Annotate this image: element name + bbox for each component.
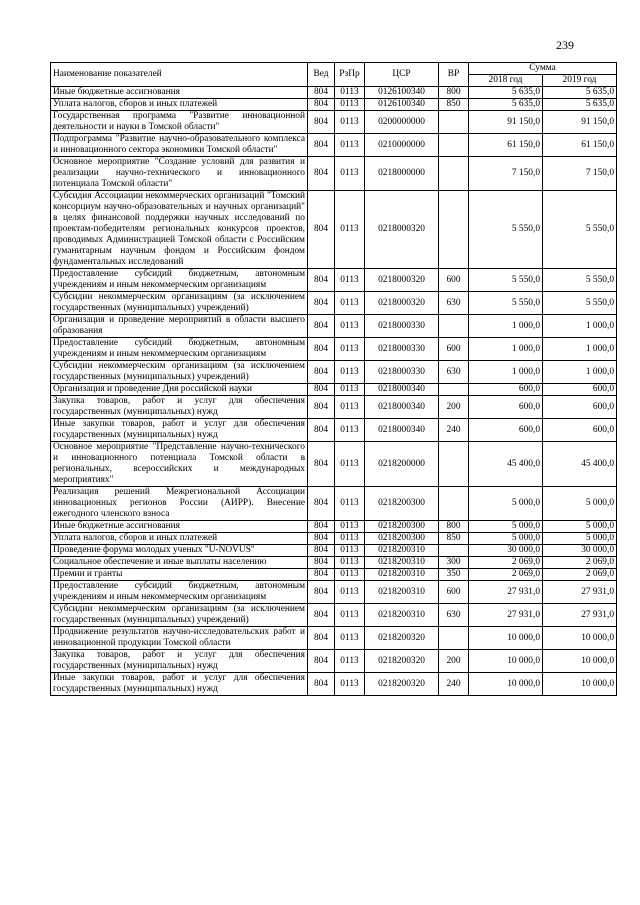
row-vr [439, 111, 469, 134]
row-name: Предоставление субсидий бюджетным, автономным учреждениям и иным некоммерческим организациям [51, 581, 308, 604]
row-sum-2019: 5 635,0 [543, 87, 617, 99]
row-sum-2019: 600,0 [543, 384, 617, 396]
row-vr: 350 [439, 569, 469, 581]
table-row [51, 191, 617, 269]
row-name: Проведение форума молодых ученых "U-NOVUS" [51, 545, 308, 557]
row-csr: 0218200310 [365, 569, 439, 581]
row-csr: 0218200320 [365, 673, 439, 696]
row-ved: 804 [308, 604, 335, 627]
row-ved: 804 [308, 581, 335, 604]
table-row [51, 521, 617, 533]
row-name: Уплата налогов, сборов и иных платежей [51, 533, 308, 545]
table-row [51, 487, 617, 521]
row-rzpr: 0113 [335, 134, 365, 157]
row-vr [439, 134, 469, 157]
table-row [51, 569, 617, 581]
table-row [51, 87, 617, 99]
row-name: Иные закупки товаров, работ и услуг для обеспечения государственных (муниципальных) нужд [51, 419, 308, 442]
table-row [51, 581, 617, 604]
row-sum-2019: 5 000,0 [543, 487, 617, 521]
row-ved: 804 [308, 627, 335, 650]
row-vr: 600 [439, 338, 469, 361]
row-name: Иные бюджетные ассигнования [51, 87, 308, 99]
table-row [51, 604, 617, 627]
row-ved: 804 [308, 338, 335, 361]
row-sum-2018: 1 000,0 [469, 338, 543, 361]
row-vr: 200 [439, 650, 469, 673]
row-csr: 0218200310 [365, 557, 439, 569]
row-sum-2018: 5 000,0 [469, 487, 543, 521]
row-rzpr: 0113 [335, 338, 365, 361]
table-row [51, 99, 617, 111]
row-sum-2019: 30 000,0 [543, 545, 617, 557]
table-row [51, 157, 617, 191]
header-ved: Вед [308, 63, 335, 87]
row-sum-2019: 2 069,0 [543, 557, 617, 569]
row-rzpr: 0113 [335, 315, 365, 338]
row-csr: 0126100340 [365, 87, 439, 99]
row-sum-2019: 5 000,0 [543, 533, 617, 545]
row-vr: 850 [439, 533, 469, 545]
row-vr: 630 [439, 292, 469, 315]
row-ved: 804 [308, 442, 335, 487]
row-ved: 804 [308, 134, 335, 157]
row-sum-2019: 10 000,0 [543, 650, 617, 673]
row-csr: 0218200300 [365, 533, 439, 545]
row-rzpr: 0113 [335, 442, 365, 487]
row-rzpr: 0113 [335, 545, 365, 557]
row-csr: 0218200300 [365, 521, 439, 533]
row-vr [439, 157, 469, 191]
table-row [51, 134, 617, 157]
row-sum-2019: 27 931,0 [543, 604, 617, 627]
row-ved: 804 [308, 673, 335, 696]
row-sum-2019: 5 550,0 [543, 269, 617, 292]
row-rzpr: 0113 [335, 533, 365, 545]
row-sum-2019: 10 000,0 [543, 627, 617, 650]
table-row [51, 419, 617, 442]
row-ved: 804 [308, 111, 335, 134]
header-name: Наименование показателей [51, 63, 308, 87]
row-vr [439, 315, 469, 338]
row-sum-2019: 45 400,0 [543, 442, 617, 487]
row-name: Премии и гранты [51, 569, 308, 581]
row-ved: 804 [308, 396, 335, 419]
row-ved: 804 [308, 269, 335, 292]
row-name: Продвижение результатов научно-исследовательских работ и инновационной продукции Томской области [51, 627, 308, 650]
row-sum-2018: 5 000,0 [469, 521, 543, 533]
row-rzpr: 0113 [335, 604, 365, 627]
row-vr: 630 [439, 604, 469, 627]
row-ved: 804 [308, 99, 335, 111]
row-sum-2019: 5 000,0 [543, 521, 617, 533]
row-sum-2019: 61 150,0 [543, 134, 617, 157]
row-sum-2018: 10 000,0 [469, 650, 543, 673]
row-csr: 0218200320 [365, 627, 439, 650]
row-sum-2019: 600,0 [543, 396, 617, 419]
row-vr: 630 [439, 361, 469, 384]
page-number: 239 [556, 38, 574, 52]
row-name: Государственная программа "Развитие инновационной деятельности и науки в Томской области" [51, 111, 308, 134]
row-csr: 0218000000 [365, 157, 439, 191]
row-ved: 804 [308, 557, 335, 569]
row-ved: 804 [308, 315, 335, 338]
row-sum-2018: 2 069,0 [469, 569, 543, 581]
table-row [51, 545, 617, 557]
row-ved: 804 [308, 292, 335, 315]
row-rzpr: 0113 [335, 557, 365, 569]
table-row [51, 627, 617, 650]
row-sum-2018: 10 000,0 [469, 627, 543, 650]
row-vr: 240 [439, 419, 469, 442]
row-vr [439, 487, 469, 521]
row-csr: 0218200320 [365, 650, 439, 673]
row-sum-2018: 5 000,0 [469, 533, 543, 545]
row-sum-2018: 1 000,0 [469, 315, 543, 338]
row-csr: 0218200000 [365, 442, 439, 487]
row-vr [439, 191, 469, 269]
row-name: Предоставление субсидий бюджетным, автономным учреждениям и иным некоммерческим организациям [51, 338, 308, 361]
row-vr [439, 545, 469, 557]
table-row [51, 396, 617, 419]
row-vr: 800 [439, 521, 469, 533]
row-sum-2019: 10 000,0 [543, 673, 617, 696]
table-row [51, 315, 617, 338]
row-name: Социальное обеспечение и иные выплаты населению [51, 557, 308, 569]
table-row [51, 557, 617, 569]
row-sum-2019: 27 931,0 [543, 581, 617, 604]
row-vr: 600 [439, 581, 469, 604]
row-sum-2018: 27 931,0 [469, 581, 543, 604]
row-sum-2019: 91 150,0 [543, 111, 617, 134]
row-vr [439, 627, 469, 650]
row-rzpr: 0113 [335, 384, 365, 396]
header-year-2019: 2019 год [543, 75, 617, 87]
header-csr: ЦСР [365, 63, 439, 87]
row-sum-2019: 2 069,0 [543, 569, 617, 581]
row-ved: 804 [308, 157, 335, 191]
row-name: Субсидии некоммерческим организациям (за исключением государственных (муниципальных) учреждений) [51, 604, 308, 627]
row-csr: 0200000000 [365, 111, 439, 134]
row-name: Организация и проведение Дня российской науки [51, 384, 308, 396]
row-name: Субсидии некоммерческим организациям (за исключением государственных (муниципальных) учреждений) [51, 361, 308, 384]
row-rzpr: 0113 [335, 191, 365, 269]
row-sum-2018: 600,0 [469, 419, 543, 442]
row-name: Основное мероприятие "Представление научно-технического и инновационного потенциала Томской области в региональных, всероссийских и международных мероприятиях" [51, 442, 308, 487]
row-sum-2018: 2 069,0 [469, 557, 543, 569]
row-rzpr: 0113 [335, 269, 365, 292]
row-rzpr: 0113 [335, 292, 365, 315]
row-sum-2018: 5 550,0 [469, 292, 543, 315]
row-csr: 0126100340 [365, 99, 439, 111]
row-csr: 0218000330 [365, 338, 439, 361]
row-sum-2018: 5 635,0 [469, 87, 543, 99]
row-vr [439, 384, 469, 396]
row-sum-2018: 91 150,0 [469, 111, 543, 134]
row-ved: 804 [308, 650, 335, 673]
row-rzpr: 0113 [335, 396, 365, 419]
row-rzpr: 0113 [335, 521, 365, 533]
row-rzpr: 0113 [335, 361, 365, 384]
header-sum: Сумма [469, 63, 617, 75]
row-ved: 804 [308, 569, 335, 581]
row-sum-2018: 5 550,0 [469, 191, 543, 269]
row-sum-2018: 30 000,0 [469, 545, 543, 557]
row-sum-2018: 600,0 [469, 384, 543, 396]
row-sum-2018: 5 635,0 [469, 99, 543, 111]
row-rzpr: 0113 [335, 419, 365, 442]
row-rzpr: 0113 [335, 111, 365, 134]
row-csr: 0218000340 [365, 396, 439, 419]
row-vr: 850 [439, 99, 469, 111]
row-sum-2018: 5 550,0 [469, 269, 543, 292]
row-name: Субсидия Ассоциации некоммерческих организаций "Томский консорциум научно-образовательных и научных организаций" в целях финансовой поддержки научных исследований по проектам-победителям региональных конкурсов проектов, проводимых Администрацией Томской области с Российским гуманитарным научным фондом и Российским фондом фундаментальных исследований [51, 191, 308, 269]
row-rzpr: 0113 [335, 487, 365, 521]
table-row [51, 650, 617, 673]
row-sum-2019: 1 000,0 [543, 315, 617, 338]
row-rzpr: 0113 [335, 99, 365, 111]
row-sum-2018: 45 400,0 [469, 442, 543, 487]
row-ved: 804 [308, 384, 335, 396]
row-rzpr: 0113 [335, 569, 365, 581]
row-ved: 804 [308, 545, 335, 557]
header-year-2018: 2018 год [469, 75, 543, 87]
row-sum-2019: 600,0 [543, 419, 617, 442]
row-csr: 0218000340 [365, 419, 439, 442]
row-sum-2019: 7 150,0 [543, 157, 617, 191]
row-sum-2018: 61 150,0 [469, 134, 543, 157]
row-csr: 0218000330 [365, 361, 439, 384]
row-rzpr: 0113 [335, 627, 365, 650]
row-name: Предоставление субсидий бюджетным, автономным учреждениям и иным некоммерческим организациям [51, 269, 308, 292]
header-vr: ВР [439, 63, 469, 87]
table-header [51, 63, 617, 87]
row-ved: 804 [308, 191, 335, 269]
row-rzpr: 0113 [335, 650, 365, 673]
row-sum-2018: 27 931,0 [469, 604, 543, 627]
row-vr: 600 [439, 269, 469, 292]
row-ved: 804 [308, 419, 335, 442]
row-csr: 0218200310 [365, 581, 439, 604]
table-row [51, 361, 617, 384]
row-csr: 0218000320 [365, 269, 439, 292]
row-csr: 0218200310 [365, 545, 439, 557]
row-rzpr: 0113 [335, 673, 365, 696]
row-name: Иные бюджетные ассигнования [51, 521, 308, 533]
table-body [51, 87, 617, 696]
row-csr: 0218000320 [365, 191, 439, 269]
row-sum-2019: 1 000,0 [543, 338, 617, 361]
row-csr: 0218000320 [365, 292, 439, 315]
table-row [51, 269, 617, 292]
row-sum-2019: 5 550,0 [543, 292, 617, 315]
row-name: Закупка товаров, работ и услуг для обеспечения государственных (муниципальных) нужд [51, 650, 308, 673]
header-rzpr: РзПр [335, 63, 365, 87]
row-sum-2019: 5 635,0 [543, 99, 617, 111]
row-name: Основное мероприятие "Создание условий для развития и реализации научно-технического и инновационного потенциала Томской области" [51, 157, 308, 191]
row-name: Уплата налогов, сборов и иных платежей [51, 99, 308, 111]
row-name: Закупка товаров, работ и услуг для обеспечения государственных (муниципальных) нужд [51, 396, 308, 419]
table-row [51, 292, 617, 315]
budget-table [50, 62, 617, 696]
row-name: Субсидии некоммерческим организациям (за исключением государственных (муниципальных) учреждений) [51, 292, 308, 315]
table-row [51, 442, 617, 487]
row-csr: 0218200310 [365, 604, 439, 627]
table-row [51, 673, 617, 696]
row-name: Иные закупки товаров, работ и услуг для обеспечения государственных (муниципальных) нужд [51, 673, 308, 696]
row-rzpr: 0113 [335, 157, 365, 191]
row-sum-2018: 7 150,0 [469, 157, 543, 191]
row-sum-2018: 10 000,0 [469, 673, 543, 696]
row-csr: 0210000000 [365, 134, 439, 157]
row-sum-2019: 1 000,0 [543, 361, 617, 384]
row-name: Организация и проведение мероприятий в области высшего образования [51, 315, 308, 338]
table-row [51, 111, 617, 134]
row-sum-2019: 5 550,0 [543, 191, 617, 269]
table-row [51, 338, 617, 361]
row-sum-2018: 600,0 [469, 396, 543, 419]
row-ved: 804 [308, 533, 335, 545]
row-name: Подпрограмма "Развитие научно-образовательного комплекса и инновационного сектора экономики Томской области" [51, 134, 308, 157]
row-vr: 800 [439, 87, 469, 99]
row-vr: 200 [439, 396, 469, 419]
row-csr: 0218200300 [365, 487, 439, 521]
row-ved: 804 [308, 487, 335, 521]
row-ved: 804 [308, 521, 335, 533]
table-row [51, 384, 617, 396]
table-row [51, 533, 617, 545]
row-vr: 300 [439, 557, 469, 569]
row-ved: 804 [308, 87, 335, 99]
row-rzpr: 0113 [335, 87, 365, 99]
row-ved: 804 [308, 361, 335, 384]
row-csr: 0218000330 [365, 315, 439, 338]
row-csr: 0218000340 [365, 384, 439, 396]
row-vr [439, 442, 469, 487]
row-name: Реализация решений Межрегиональной Ассоциации инновационных регионов России (АИРР). Внесение ежегодного членского взноса [51, 487, 308, 521]
row-rzpr: 0113 [335, 581, 365, 604]
row-sum-2018: 1 000,0 [469, 361, 543, 384]
row-vr: 240 [439, 673, 469, 696]
